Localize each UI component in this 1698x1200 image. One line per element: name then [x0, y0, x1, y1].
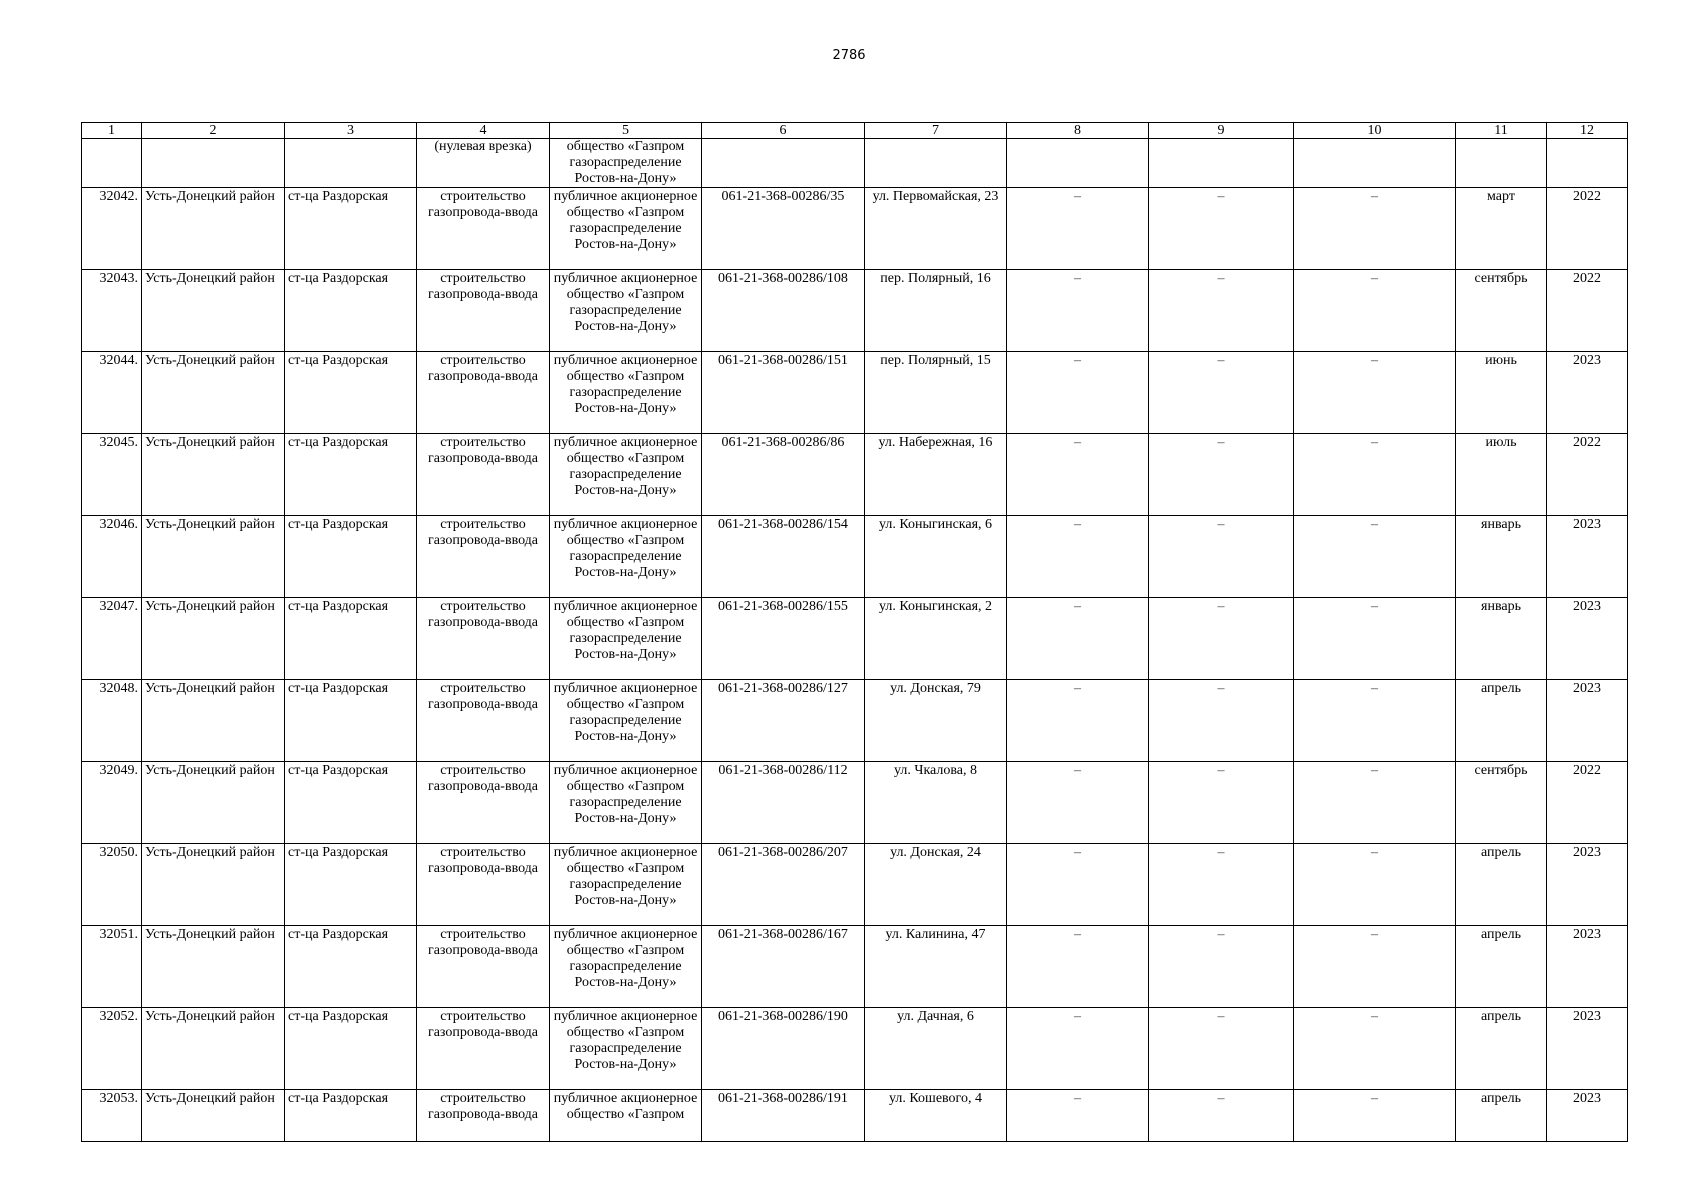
cell-empty — [1456, 139, 1547, 188]
cell-col9: – — [1149, 270, 1294, 352]
cell-address: ул. Дачная, 6 — [865, 1008, 1007, 1090]
cell-col8: – — [1007, 680, 1149, 762]
column-number: 8 — [1007, 123, 1149, 139]
cell-permit-code: 061-21-368-00286/35 — [702, 188, 865, 270]
cell-organization: публичное акционерное общество «Газпром газораспределение Ростов-на-Дону» — [550, 188, 702, 270]
cell-work-type: строительство газопровода-ввода — [417, 598, 550, 680]
cell-district: Усть-Донецкий район — [142, 926, 285, 1008]
cell-col10: – — [1294, 1008, 1456, 1090]
cell-district: Усть-Донецкий район — [142, 270, 285, 352]
cell-address: ул. Донская, 79 — [865, 680, 1007, 762]
column-number: 2 — [142, 123, 285, 139]
cell-col8: – — [1007, 844, 1149, 926]
cell-col8: – — [1007, 516, 1149, 598]
cell-year: 2023 — [1547, 598, 1628, 680]
cell-work-type: строительство газопровода-ввода — [417, 1090, 550, 1142]
cell-col10: – — [1294, 598, 1456, 680]
table-row — [82, 844, 1628, 926]
cell-number: 32042. — [82, 188, 142, 270]
cell-organization: публичное акционерное общество «Газпром газораспределение Ростов-на-Дону» — [550, 926, 702, 1008]
cell-month: апрель — [1456, 1008, 1547, 1090]
cell-month: январь — [1456, 598, 1547, 680]
cell-work-type: строительство газопровода-ввода — [417, 1008, 550, 1090]
cell-permit-code: 061-21-368-00286/190 — [702, 1008, 865, 1090]
cell-number: 32050. — [82, 844, 142, 926]
cell-work-type: строительство газопровода-ввода — [417, 270, 550, 352]
cell-col10: – — [1294, 434, 1456, 516]
cell-month: сентябрь — [1456, 270, 1547, 352]
column-number: 6 — [702, 123, 865, 139]
column-number: 3 — [285, 123, 417, 139]
cell-organization: публичное акционерное общество «Газпром газораспределение Ростов-на-Дону» — [550, 844, 702, 926]
table-row — [82, 1090, 1628, 1142]
cell-district: Усть-Донецкий район — [142, 844, 285, 926]
cell-locality: ст-ца Раздорская — [285, 1090, 417, 1142]
cell-district: Усть-Донецкий район — [142, 352, 285, 434]
cell-organization: общество «Газпром газораспределение Ростов-на-Дону» — [550, 139, 702, 188]
table-row — [82, 270, 1628, 352]
cell-address: ул. Донская, 24 — [865, 844, 1007, 926]
cell-number: 32049. — [82, 762, 142, 844]
cell-col9: – — [1149, 844, 1294, 926]
cell-col10: – — [1294, 516, 1456, 598]
cell-organization: публичное акционерное общество «Газпром газораспределение Ростов-на-Дону» — [550, 270, 702, 352]
cell-col10: – — [1294, 762, 1456, 844]
cell-permit-code: 061-21-368-00286/167 — [702, 926, 865, 1008]
cell-work-type: строительство газопровода-ввода — [417, 516, 550, 598]
cell-year: 2022 — [1547, 762, 1628, 844]
cell-organization: публичное акционерное общество «Газпром газораспределение Ростов-на-Дону» — [550, 352, 702, 434]
cell-district: Усть-Донецкий район — [142, 762, 285, 844]
cell-year: 2022 — [1547, 434, 1628, 516]
cell-number: 32052. — [82, 1008, 142, 1090]
cell-address: ул. Кошевого, 4 — [865, 1090, 1007, 1142]
cell-organization: публичное акционерное общество «Газпром газораспределение Ростов-на-Дону» — [550, 434, 702, 516]
cell-locality: ст-ца Раздорская — [285, 1008, 417, 1090]
cell-permit-code: 061-21-368-00286/151 — [702, 352, 865, 434]
cell-col10: – — [1294, 926, 1456, 1008]
cell-empty — [1294, 139, 1456, 188]
cell-col9: – — [1149, 598, 1294, 680]
cell-empty — [1007, 139, 1149, 188]
cell-col9: – — [1149, 762, 1294, 844]
cell-month: апрель — [1456, 680, 1547, 762]
cell-month: апрель — [1456, 844, 1547, 926]
cell-year: 2023 — [1547, 926, 1628, 1008]
column-number-header-row — [82, 123, 1628, 139]
cell-empty — [142, 139, 285, 188]
cell-locality: ст-ца Раздорская — [285, 680, 417, 762]
cell-empty — [702, 139, 865, 188]
cell-year: 2022 — [1547, 270, 1628, 352]
cell-number: 32053. — [82, 1090, 142, 1142]
cell-permit-code: 061-21-368-00286/86 — [702, 434, 865, 516]
cell-number: 32051. — [82, 926, 142, 1008]
column-number: 11 — [1456, 123, 1547, 139]
cell-district: Усть-Донецкий район — [142, 434, 285, 516]
cell-district: Усть-Донецкий район — [142, 516, 285, 598]
cell-work-type: строительство газопровода-ввода — [417, 188, 550, 270]
cell-col10: – — [1294, 188, 1456, 270]
cell-locality: ст-ца Раздорская — [285, 598, 417, 680]
table-row — [82, 516, 1628, 598]
cell-col9: – — [1149, 926, 1294, 1008]
cell-permit-code: 061-21-368-00286/154 — [702, 516, 865, 598]
cell-year: 2023 — [1547, 352, 1628, 434]
cell-work-type: строительство газопровода-ввода — [417, 926, 550, 1008]
table-row — [82, 352, 1628, 434]
cell-col9: – — [1149, 352, 1294, 434]
cell-col10: – — [1294, 680, 1456, 762]
cell-locality: ст-ца Раздорская — [285, 516, 417, 598]
cell-locality: ст-ца Раздорская — [285, 844, 417, 926]
cell-col9: – — [1149, 434, 1294, 516]
cell-address: пер. Полярный, 16 — [865, 270, 1007, 352]
cell-permit-code: 061-21-368-00286/127 — [702, 680, 865, 762]
cell-district: Усть-Донецкий район — [142, 680, 285, 762]
cell-month: июль — [1456, 434, 1547, 516]
cell-year: 2023 — [1547, 1008, 1628, 1090]
cell-permit-code: 061-21-368-00286/108 — [702, 270, 865, 352]
cell-empty — [1149, 139, 1294, 188]
cell-organization: публичное акционерное общество «Газпром газораспределение Ростов-на-Дону» — [550, 1008, 702, 1090]
cell-col8: – — [1007, 270, 1149, 352]
cell-year: 2023 — [1547, 844, 1628, 926]
cell-col9: – — [1149, 516, 1294, 598]
cell-address: ул. Коныгинская, 2 — [865, 598, 1007, 680]
cell-month: апрель — [1456, 926, 1547, 1008]
table-row — [82, 434, 1628, 516]
cell-col10: – — [1294, 844, 1456, 926]
cell-district: Усть-Донецкий район — [142, 1090, 285, 1142]
cell-year: 2023 — [1547, 1090, 1628, 1142]
cell-month: июнь — [1456, 352, 1547, 434]
cell-empty — [1547, 139, 1628, 188]
cell-number: 32045. — [82, 434, 142, 516]
cell-col9: – — [1149, 188, 1294, 270]
cell-district: Усть-Донецкий район — [142, 188, 285, 270]
cell-col8: – — [1007, 598, 1149, 680]
table-row — [82, 188, 1628, 270]
cell-year: 2023 — [1547, 516, 1628, 598]
cell-locality: ст-ца Раздорская — [285, 188, 417, 270]
cell-district: Усть-Донецкий район — [142, 598, 285, 680]
cell-district: Усть-Донецкий район — [142, 1008, 285, 1090]
cell-col8: – — [1007, 1090, 1149, 1142]
cell-col8: – — [1007, 434, 1149, 516]
cell-col8: – — [1007, 1008, 1149, 1090]
cell-locality: ст-ца Раздорская — [285, 434, 417, 516]
cell-empty — [285, 139, 417, 188]
cell-permit-code: 061-21-368-00286/191 — [702, 1090, 865, 1142]
cell-col9: – — [1149, 1090, 1294, 1142]
table-row — [82, 680, 1628, 762]
cell-col10: – — [1294, 1090, 1456, 1142]
cell-number: 32044. — [82, 352, 142, 434]
cell-month: март — [1456, 188, 1547, 270]
cell-work-type: строительство газопровода-ввода — [417, 434, 550, 516]
column-number: 10 — [1294, 123, 1456, 139]
cell-address: ул. Чкалова, 8 — [865, 762, 1007, 844]
column-number: 5 — [550, 123, 702, 139]
table-row — [82, 762, 1628, 844]
cell-address: ул. Первомайская, 23 — [865, 188, 1007, 270]
cell-col10: – — [1294, 352, 1456, 434]
column-number: 4 — [417, 123, 550, 139]
cell-month: январь — [1456, 516, 1547, 598]
cell-col8: – — [1007, 352, 1149, 434]
cell-number: 32048. — [82, 680, 142, 762]
cell-locality: ст-ца Раздорская — [285, 762, 417, 844]
table-row — [82, 1008, 1628, 1090]
cell-month: сентябрь — [1456, 762, 1547, 844]
column-number: 1 — [82, 123, 142, 139]
page-number: 2786 — [832, 48, 866, 63]
column-number: 9 — [1149, 123, 1294, 139]
cell-number: 32046. — [82, 516, 142, 598]
cell-year: 2023 — [1547, 680, 1628, 762]
cell-organization: публичное акционерное общество «Газпром газораспределение Ростов-на-Дону» — [550, 680, 702, 762]
register-table — [81, 122, 1628, 1142]
column-number: 12 — [1547, 123, 1628, 139]
cell-permit-code: 061-21-368-00286/207 — [702, 844, 865, 926]
cell-number: 32047. — [82, 598, 142, 680]
cell-work-type: строительство газопровода-ввода — [417, 844, 550, 926]
cell-col8: – — [1007, 762, 1149, 844]
cell-locality: ст-ца Раздорская — [285, 352, 417, 434]
cell-organization: публичное акционерное общество «Газпром газораспределение Ростов-на-Дону» — [550, 516, 702, 598]
cell-address: ул. Набережная, 16 — [865, 434, 1007, 516]
cell-address: ул. Коныгинская, 6 — [865, 516, 1007, 598]
cell-locality: ст-ца Раздорская — [285, 926, 417, 1008]
cell-year: 2022 — [1547, 188, 1628, 270]
cell-organization: публичное акционерное общество «Газпром — [550, 1090, 702, 1142]
cell-permit-code: 061-21-368-00286/155 — [702, 598, 865, 680]
cell-col8: – — [1007, 188, 1149, 270]
continuation-row — [82, 139, 1628, 188]
cell-organization: публичное акционерное общество «Газпром газораспределение Ростов-на-Дону» — [550, 598, 702, 680]
cell-organization: публичное акционерное общество «Газпром газораспределение Ростов-на-Дону» — [550, 762, 702, 844]
cell-month: апрель — [1456, 1090, 1547, 1142]
cell-empty — [82, 139, 142, 188]
cell-number: 32043. — [82, 270, 142, 352]
cell-work-type: строительство газопровода-ввода — [417, 680, 550, 762]
cell-work-type: строительство газопровода-ввода — [417, 352, 550, 434]
cell-permit-code: 061-21-368-00286/112 — [702, 762, 865, 844]
cell-col10: – — [1294, 270, 1456, 352]
cell-address: ул. Калинина, 47 — [865, 926, 1007, 1008]
cell-address: пер. Полярный, 15 — [865, 352, 1007, 434]
cell-locality: ст-ца Раздорская — [285, 270, 417, 352]
cell-col9: – — [1149, 680, 1294, 762]
cell-work-type: (нулевая врезка) — [417, 139, 550, 188]
table-row — [82, 598, 1628, 680]
cell-col8: – — [1007, 926, 1149, 1008]
column-number: 7 — [865, 123, 1007, 139]
table-row — [82, 926, 1628, 1008]
cell-work-type: строительство газопровода-ввода — [417, 762, 550, 844]
cell-col9: – — [1149, 1008, 1294, 1090]
cell-empty — [865, 139, 1007, 188]
